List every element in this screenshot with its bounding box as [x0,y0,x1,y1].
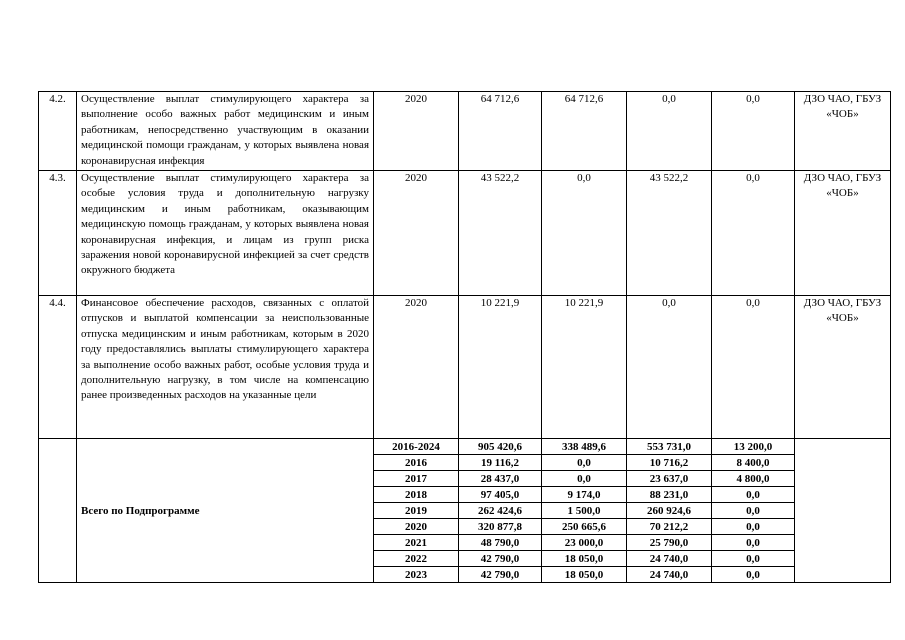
summary-col3: 0,0 [712,567,795,583]
summary-year: 2016-2024 [374,439,459,455]
item-year: 2020 [374,171,459,296]
summary-label: Всего по Подпрограмме [77,439,374,583]
summary-year: 2018 [374,487,459,503]
summary-col3: 4 800,0 [712,471,795,487]
summary-empty-cell [39,439,77,583]
item-col2: 0,0 [627,92,712,171]
summary-total: 42 790,0 [459,551,542,567]
summary-col3: 0,0 [712,551,795,567]
item-col3: 0,0 [712,296,795,439]
summary-year: 2022 [374,551,459,567]
budget-table [38,91,891,583]
summary-col2: 24 740,0 [627,567,712,583]
summary-col3: 0,0 [712,519,795,535]
summary-total: 905 420,6 [459,439,542,455]
summary-col1: 18 050,0 [542,551,627,567]
summary-col3: 0,0 [712,487,795,503]
summary-total: 97 405,0 [459,487,542,503]
summary-col1: 338 489,6 [542,439,627,455]
summary-year: 2019 [374,503,459,519]
item-col3: 0,0 [712,92,795,171]
summary-col2: 24 740,0 [627,551,712,567]
item-total: 64 712,6 [459,92,542,171]
summary-col1: 23 000,0 [542,535,627,551]
item-description: Осуществление выплат стимулирующего характера за особые условия труда и дополнительную нагрузку медицинским и иным работникам, оказывающим медицинскую помощь гражданам, у которых выявлена новая коронавирусная инфекция, и лицам из групп риска заражения новой коронавирусной инфекцией за счет средств окружного бюджета [77,171,374,296]
summary-year: 2017 [374,471,459,487]
summary-total: 48 790,0 [459,535,542,551]
summary-year: 2023 [374,567,459,583]
table-row [39,171,891,296]
summary-col2: 88 231,0 [627,487,712,503]
summary-year: 2021 [374,535,459,551]
summary-row [39,439,891,455]
item-col2: 43 522,2 [627,171,712,296]
summary-executor-cell [795,439,891,583]
summary-col1: 0,0 [542,455,627,471]
summary-col1: 9 174,0 [542,487,627,503]
summary-col1: 250 665,6 [542,519,627,535]
summary-col2: 25 790,0 [627,535,712,551]
item-total: 43 522,2 [459,171,542,296]
item-executor: ДЗО ЧАО, ГБУЗ «ЧОБ» [795,92,891,171]
item-description: Осуществление выплат стимулирующего характера за выполнение особо важных работ медицинским и иным работникам, непосредственно участвующим в оказании медицинской помощи гражданам, у которых выявлена новая коронавирусная инфекция [77,92,374,171]
table-row [39,92,891,171]
item-executor: ДЗО ЧАО, ГБУЗ «ЧОБ» [795,296,891,439]
item-col1: 0,0 [542,171,627,296]
summary-col2: 260 924,6 [627,503,712,519]
item-col1: 64 712,6 [542,92,627,171]
summary-col1: 1 500,0 [542,503,627,519]
summary-year: 2020 [374,519,459,535]
item-description: Финансовое обеспечение расходов, связанных с оплатой отпусков и выплатой компенсации за неиспользованные отпуска медицинским и иным работникам, которым в 2020 году предоставлялись выплаты стимулирующего характера за выполнение особо важных работ, особые условия труда и дополнительную нагрузку, в том числе на компенсацию ранее произведенных расходов на указанные цели [77,296,374,439]
item-number: 4.3. [39,171,77,296]
summary-total: 262 424,6 [459,503,542,519]
summary-col2: 553 731,0 [627,439,712,455]
summary-col1: 0,0 [542,471,627,487]
summary-col2: 23 637,0 [627,471,712,487]
item-year: 2020 [374,296,459,439]
summary-col3: 13 200,0 [712,439,795,455]
summary-col1: 18 050,0 [542,567,627,583]
summary-col3: 8 400,0 [712,455,795,471]
summary-total: 42 790,0 [459,567,542,583]
summary-total: 19 116,2 [459,455,542,471]
summary-total: 320 877,8 [459,519,542,535]
item-col2: 0,0 [627,296,712,439]
item-year: 2020 [374,92,459,171]
item-total: 10 221,9 [459,296,542,439]
summary-year: 2016 [374,455,459,471]
item-number: 4.2. [39,92,77,171]
item-col3: 0,0 [712,171,795,296]
item-col1: 10 221,9 [542,296,627,439]
summary-col3: 0,0 [712,503,795,519]
summary-col3: 0,0 [712,535,795,551]
summary-col2: 70 212,2 [627,519,712,535]
item-number: 4.4. [39,296,77,439]
item-executor: ДЗО ЧАО, ГБУЗ «ЧОБ» [795,171,891,296]
summary-total: 28 437,0 [459,471,542,487]
summary-col2: 10 716,2 [627,455,712,471]
table-row [39,296,891,439]
